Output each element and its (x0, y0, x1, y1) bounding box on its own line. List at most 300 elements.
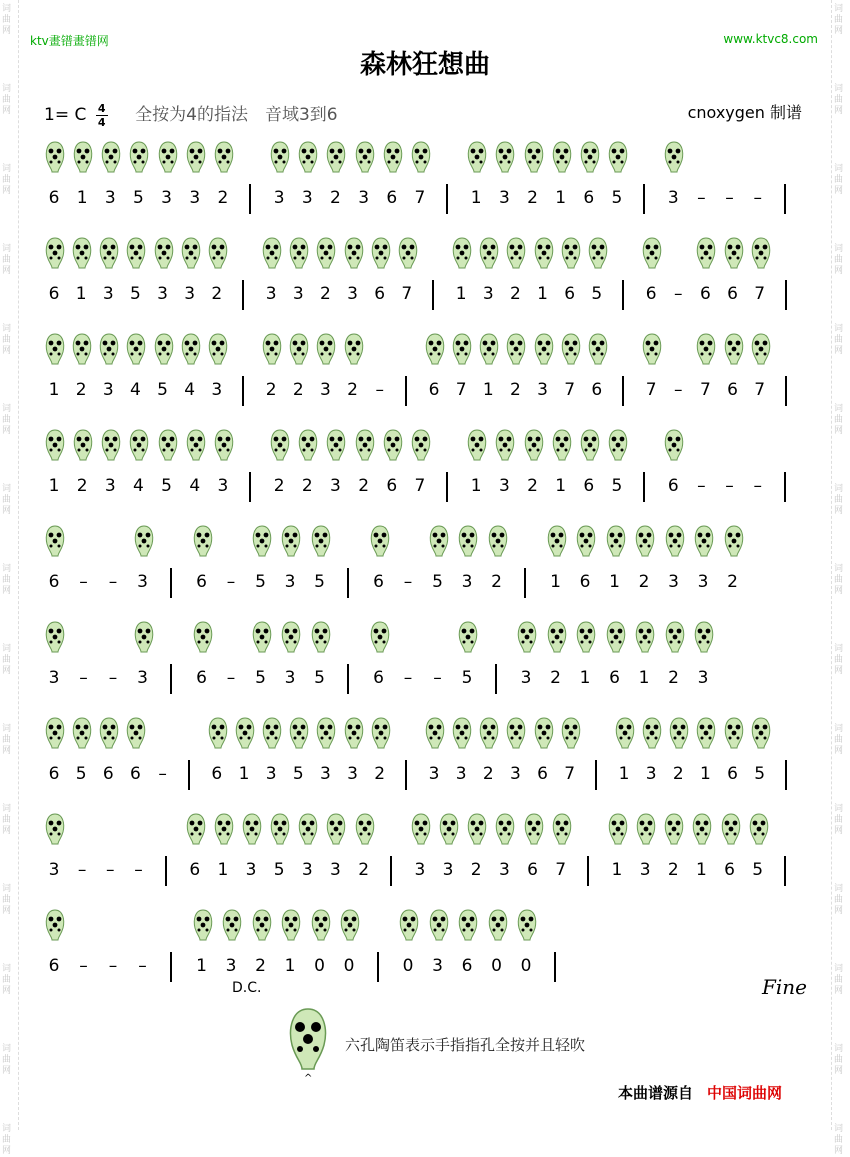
ocarina-fingering-icon (723, 524, 745, 566)
ocarina-fingering-icon (560, 236, 582, 278)
jianpu-note: – (674, 380, 683, 400)
ocarina-fingering-icon (133, 524, 155, 566)
jianpu-note: 1 (695, 860, 707, 880)
ocarina-fingering-icon (71, 716, 93, 758)
ocarina-fingering-icon (457, 908, 479, 950)
ocarina-fingering-icon (551, 812, 573, 854)
jianpu-note: 3 (292, 284, 304, 304)
jianpu-note: 2 (75, 380, 87, 400)
ocarina-fingering-icon (575, 620, 597, 662)
jianpu-note: – (108, 572, 118, 592)
ocarina-fingering-icon (325, 812, 347, 854)
ocarina-fingering-icon (494, 140, 516, 182)
ocarina-fingering-icon (748, 812, 770, 854)
jianpu-note: 3 (102, 284, 114, 304)
jianpu-note: 7 (455, 380, 467, 400)
key-signature (44, 100, 338, 128)
jianpu-note: 2 (217, 188, 229, 208)
jianpu-note: – (79, 572, 88, 592)
ocarina-fingering-icon (370, 716, 392, 758)
ocarina-fingering-icon (607, 812, 629, 854)
ocarina-fingering-icon (478, 716, 500, 758)
jianpu-note: 7 (414, 188, 426, 208)
jianpu-note: 3 (482, 284, 494, 304)
ocarina-fingering-icon (288, 236, 310, 278)
fingering-row (44, 428, 808, 472)
ocarina-fingering-icon (397, 236, 419, 278)
jianpu-note: 6 (700, 284, 711, 304)
jianpu-note: 2 (358, 860, 370, 880)
side-watermark-text: 词 曲 网 (2, 884, 12, 916)
ocarina-fingering-icon (370, 236, 392, 278)
jianpu-note: 0 (314, 956, 325, 976)
ocarina-fingering-icon (185, 812, 207, 854)
jianpu-note: – (106, 860, 115, 880)
jianpu-note: 3 (639, 860, 651, 880)
jianpu-note: 6 (428, 380, 440, 400)
jianpu-note: 3 (697, 668, 709, 688)
score-line (44, 524, 808, 608)
jianpu-note: 2 (672, 764, 684, 784)
jianpu-note: 7 (564, 380, 576, 400)
jianpu-note: 6 (527, 860, 538, 880)
ocarina-fingering-icon (663, 812, 685, 854)
jianpu-note: 6 (537, 764, 548, 784)
jianpu-note: 6 (645, 284, 657, 304)
jianpu-note: – (79, 668, 88, 688)
ocarina-fingering-icon (44, 812, 66, 854)
ocarina-fingering-icon (457, 620, 479, 662)
site-link-right[interactable]: www.ktvc8.com (723, 32, 818, 46)
ocarina-fingering-icon (125, 716, 147, 758)
ocarina-fingering-icon (523, 140, 545, 182)
fingering-row (44, 524, 808, 568)
jianpu-note: 2 (727, 572, 738, 592)
jianpu-note: 7 (754, 284, 766, 304)
jianpu-note: 2 (550, 668, 561, 688)
ocarina-fingering-icon (44, 620, 66, 662)
key-label: 1= C (44, 105, 87, 125)
jianpu-note: 3 (48, 860, 60, 880)
jianpu-note: 3 (498, 476, 510, 496)
jianpu-note: 6 (373, 668, 384, 688)
ocarina-fingering-icon (663, 140, 685, 182)
jianpu-note: 1 (611, 860, 623, 880)
jianpu-note: 1 (482, 380, 494, 400)
ocarina-fingering-icon (125, 332, 147, 374)
jianpu-note: 6 (667, 476, 679, 496)
ocarina-fingering-icon (546, 620, 568, 662)
ocarina-fingering-icon (579, 140, 601, 182)
ocarina-fingering-icon (280, 908, 302, 950)
side-watermark-text: 词 曲 网 (2, 4, 12, 36)
ocarina-fingering-icon (494, 812, 516, 854)
ocarina-fingering-icon (71, 332, 93, 374)
legend-ocarina-icon (284, 1005, 332, 1083)
jianpu-note: – (108, 668, 118, 688)
jianpu-note: 1 (238, 764, 250, 784)
fingering-hint: 全按为4的指法 音域3到6 (135, 105, 338, 125)
jianpu-note: 6 (386, 188, 398, 208)
jianpu-note: 3 (455, 764, 467, 784)
score-line (44, 908, 808, 992)
jianpu-note: – (134, 860, 143, 880)
ocarina-fingering-icon (750, 332, 772, 374)
ocarina-fingering-icon (72, 428, 94, 470)
ocarina-fingering-icon (466, 140, 488, 182)
jianpu-note: 5 (255, 668, 266, 688)
svg-text:^: ^ (304, 1073, 313, 1083)
ocarina-fingering-icon (451, 236, 473, 278)
ocarina-fingering-icon (269, 428, 291, 470)
left-watermark-strip (0, 0, 19, 1156)
jianpu-note: 3 (102, 380, 114, 400)
side-watermark-text: 词 曲 网 (834, 84, 844, 116)
ocarina-fingering-icon (523, 812, 545, 854)
meter-bottom: 4 (97, 115, 106, 129)
jianpu-note: 1 (48, 476, 60, 496)
jianpu-note: 6 (48, 764, 60, 784)
jianpu-note: 2 (470, 860, 482, 880)
ocarina-fingering-icon (369, 524, 391, 566)
jianpu-note: 5 (255, 572, 266, 592)
ocarina-fingering-icon (180, 332, 202, 374)
side-watermark-text: 词 曲 网 (2, 484, 12, 516)
jianpu-note: 7 (555, 860, 567, 880)
ocarina-fingering-icon (213, 428, 235, 470)
note-row (44, 668, 808, 698)
jianpu-note: 3 (320, 380, 331, 400)
ocarina-fingering-icon (410, 140, 432, 182)
ocarina-fingering-icon (192, 620, 214, 662)
jianpu-note: 2 (491, 572, 502, 592)
arranger-credit: cnoxygen 制谱 (687, 103, 802, 122)
jianpu-note: 2 (301, 476, 313, 496)
ocarina-fingering-icon (691, 812, 713, 854)
jianpu-note: 3 (358, 188, 370, 208)
jianpu-note: 7 (754, 380, 766, 400)
jianpu-note: 3 (347, 764, 358, 784)
ocarina-fingering-icon (297, 428, 319, 470)
jianpu-note: 6 (196, 572, 207, 592)
jianpu-note: 3 (301, 188, 313, 208)
fingering-row (44, 236, 808, 280)
note-row (44, 284, 808, 314)
jianpu-note: – (77, 860, 87, 880)
jianpu-note: 3 (189, 188, 201, 208)
source-credit (618, 1082, 782, 1103)
jianpu-note: 1 (579, 668, 591, 688)
jianpu-note: – (433, 668, 442, 688)
ocarina-fingering-icon (297, 812, 319, 854)
jianpu-note: – (403, 668, 413, 688)
jianpu-note: 3 (137, 572, 148, 592)
ocarina-fingering-icon (269, 140, 291, 182)
jianpu-note: 5 (591, 284, 603, 304)
jianpu-note: 5 (157, 380, 168, 400)
jianpu-note: 1 (48, 380, 60, 400)
ocarina-fingering-icon (693, 620, 715, 662)
ocarina-fingering-icon (343, 332, 365, 374)
ocarina-fingering-icon (478, 236, 500, 278)
ocarina-fingering-icon (668, 716, 690, 758)
jianpu-note: 6 (189, 860, 201, 880)
ocarina-fingering-icon (207, 332, 229, 374)
jianpu-note: – (375, 380, 384, 400)
note-row (44, 764, 808, 794)
ocarina-fingering-icon (269, 812, 291, 854)
ocarina-fingering-icon (614, 716, 636, 758)
ocarina-fingering-icon (641, 716, 663, 758)
jianpu-note: 5 (75, 764, 87, 784)
side-watermark-text: 词 曲 网 (834, 324, 844, 356)
jianpu-note: 1 (196, 956, 207, 976)
jianpu-note: 5 (461, 668, 473, 688)
jianpu-note: 5 (292, 764, 304, 784)
ocarina-fingering-icon (533, 236, 555, 278)
side-watermark-text: 词 曲 网 (834, 964, 844, 996)
jianpu-note: 3 (211, 380, 223, 400)
ocarina-fingering-icon (424, 332, 446, 374)
jianpu-note: 6 (102, 764, 114, 784)
ocarina-fingering-icon (71, 236, 93, 278)
jianpu-note: 3 (217, 476, 229, 496)
ocarina-fingering-icon (310, 908, 332, 950)
jianpu-note: 3 (498, 860, 510, 880)
ocarina-fingering-icon (428, 908, 450, 950)
side-watermark-text: 词 曲 网 (2, 804, 12, 836)
source-site-link[interactable]: 中国词曲网 (707, 1084, 783, 1102)
jianpu-note: 1 (470, 476, 482, 496)
score-line (44, 332, 808, 416)
ocarina-fingering-icon (157, 140, 179, 182)
fingering-row (44, 716, 808, 760)
ocarina-fingering-icon (310, 524, 332, 566)
jianpu-note: – (753, 476, 762, 496)
ocarina-fingering-icon (44, 428, 66, 470)
side-watermark-text: 词 曲 网 (2, 1044, 12, 1076)
ocarina-fingering-icon (125, 236, 147, 278)
ocarina-fingering-icon (634, 620, 656, 662)
jianpu-note: 5 (314, 668, 325, 688)
jianpu-note: 3 (48, 668, 60, 688)
dc-marker: D.C. (232, 980, 262, 996)
jianpu-note: 5 (754, 764, 766, 784)
jianpu-note: – (674, 284, 683, 304)
jianpu-note: – (158, 764, 167, 784)
ocarina-fingering-icon (695, 716, 717, 758)
jianpu-note: 6 (211, 764, 223, 784)
jianpu-note: 7 (414, 476, 426, 496)
ocarina-fingering-icon (213, 812, 235, 854)
jianpu-note: 3 (330, 476, 341, 496)
note-row (44, 188, 808, 218)
ocarina-fingering-icon (354, 140, 376, 182)
jianpu-note: 3 (442, 860, 454, 880)
ocarina-fingering-icon (44, 236, 66, 278)
ocarina-fingering-icon (369, 620, 391, 662)
jianpu-note: 6 (727, 764, 738, 784)
ocarina-fingering-icon (297, 140, 319, 182)
score-line (44, 620, 808, 704)
jianpu-note: 6 (48, 188, 60, 208)
jianpu-note: 5 (273, 860, 285, 880)
jianpu-note: 1 (455, 284, 467, 304)
jianpu-note: 5 (161, 476, 172, 496)
jianpu-note: 3 (461, 572, 473, 592)
ocarina-fingering-icon (221, 908, 243, 950)
jianpu-note: 6 (583, 476, 595, 496)
ocarina-fingering-icon (343, 716, 365, 758)
ocarina-fingering-icon (261, 716, 283, 758)
jianpu-note: 1 (537, 284, 548, 304)
jianpu-note: 2 (482, 764, 494, 784)
fingering-row (44, 908, 808, 952)
jianpu-note: 2 (330, 188, 341, 208)
ocarina-fingering-icon (695, 332, 717, 374)
side-watermark-text: 词 曲 网 (2, 84, 12, 116)
ocarina-fingering-icon (723, 716, 745, 758)
jianpu-note: – (79, 956, 88, 976)
ocarina-fingering-icon (157, 428, 179, 470)
ocarina-fingering-icon (750, 236, 772, 278)
ocarina-fingering-icon (457, 524, 479, 566)
ocarina-fingering-icon (44, 716, 66, 758)
jianpu-note: 2 (292, 380, 304, 400)
jianpu-note: 3 (137, 668, 148, 688)
jianpu-note: 6 (374, 284, 386, 304)
jianpu-note: 2 (273, 476, 285, 496)
ocarina-fingering-icon (641, 236, 663, 278)
ocarina-fingering-icon (251, 620, 273, 662)
jianpu-note: 4 (133, 476, 144, 496)
ocarina-fingering-icon (438, 812, 460, 854)
ocarina-fingering-icon (533, 716, 555, 758)
ocarina-fingering-icon (180, 236, 202, 278)
ocarina-fingering-icon (466, 812, 488, 854)
jianpu-note: 5 (611, 188, 623, 208)
side-watermark-text: 词 曲 网 (834, 1124, 844, 1156)
jianpu-note: 2 (358, 476, 370, 496)
ocarina-fingering-icon (100, 428, 122, 470)
ocarina-fingering-icon (185, 428, 207, 470)
ocarina-fingering-icon (261, 236, 283, 278)
jianpu-note: 1 (555, 476, 567, 496)
note-row (44, 476, 808, 506)
ocarina-fingering-icon (587, 332, 609, 374)
ocarina-fingering-icon (207, 716, 229, 758)
ocarina-fingering-icon (560, 716, 582, 758)
jianpu-note: 2 (211, 284, 223, 304)
note-row (44, 860, 808, 890)
score-line (44, 236, 808, 320)
jianpu-note: 2 (510, 380, 521, 400)
ocarina-fingering-icon (153, 332, 175, 374)
ocarina-fingering-icon (315, 332, 337, 374)
jianpu-note: 6 (48, 284, 60, 304)
jianpu-note: 2 (667, 860, 679, 880)
ocarina-fingering-icon (505, 716, 527, 758)
jianpu-note: 4 (184, 380, 196, 400)
jianpu-note: 0 (343, 956, 355, 976)
score-line (44, 812, 808, 896)
ocarina-fingering-icon (546, 524, 568, 566)
side-watermark-text: 词 曲 网 (2, 564, 12, 596)
jianpu-note: 3 (432, 956, 443, 976)
jianpu-note: 5 (752, 860, 764, 880)
ocarina-fingering-icon (587, 236, 609, 278)
ocarina-fingering-icon (551, 140, 573, 182)
jianpu-note: 3 (265, 764, 277, 784)
jianpu-note: 1 (550, 572, 561, 592)
ocarina-fingering-icon (664, 620, 686, 662)
ocarina-fingering-icon (207, 236, 229, 278)
meter-top: 4 (97, 101, 106, 115)
jianpu-note: 3 (697, 572, 709, 592)
ocarina-fingering-icon (641, 332, 663, 374)
ocarina-fingering-icon (723, 236, 745, 278)
ocarina-fingering-icon (398, 908, 420, 950)
jianpu-note: 6 (583, 188, 595, 208)
jianpu-note: 3 (320, 764, 331, 784)
ocarina-fingering-icon (607, 428, 629, 470)
ocarina-fingering-icon (315, 236, 337, 278)
jianpu-note: 6 (579, 572, 591, 592)
ocarina-fingering-icon (723, 332, 745, 374)
site-link-left[interactable]: ktv畫镨畫镨网 (30, 34, 109, 48)
fingering-row (44, 140, 808, 184)
ocarina-fingering-icon (234, 716, 256, 758)
jianpu-note: 2 (265, 380, 277, 400)
jianpu-note: 3 (520, 668, 532, 688)
jianpu-note: 2 (320, 284, 331, 304)
ocarina-fingering-icon (288, 716, 310, 758)
jianpu-note: – (226, 572, 236, 592)
jianpu-note: 2 (527, 188, 538, 208)
source-label: 本曲谱源自 (618, 1084, 694, 1102)
jianpu-note: 6 (386, 476, 398, 496)
fingering-row (44, 620, 808, 664)
jianpu-note: – (753, 188, 762, 208)
ocarina-fingering-icon (339, 908, 361, 950)
ocarina-fingering-icon (607, 140, 629, 182)
jianpu-note: 2 (76, 476, 88, 496)
side-watermark-text: 词 曲 网 (834, 484, 844, 516)
ocarina-fingering-icon (382, 140, 404, 182)
jianpu-note: 5 (314, 572, 325, 592)
jianpu-note: 6 (727, 284, 738, 304)
ocarina-fingering-icon (634, 524, 656, 566)
ocarina-fingering-icon (605, 620, 627, 662)
ocarina-fingering-icon (664, 524, 686, 566)
jianpu-note: 3 (184, 284, 196, 304)
jianpu-note: 2 (527, 476, 538, 496)
ocarina-fingering-icon (185, 140, 207, 182)
note-row (44, 572, 808, 602)
jianpu-note: 5 (611, 476, 623, 496)
jianpu-note: 3 (414, 860, 426, 880)
jianpu-note: – (697, 476, 706, 496)
jianpu-note: 3 (265, 284, 277, 304)
ocarina-fingering-icon (466, 428, 488, 470)
ocarina-fingering-icon (579, 428, 601, 470)
ocarina-fingering-icon (354, 812, 376, 854)
song-title: 森林狂想曲 (359, 50, 490, 80)
note-row (44, 380, 808, 410)
ocarina-fingering-icon (605, 524, 627, 566)
jianpu-note: 1 (609, 572, 620, 592)
jianpu-note: – (725, 476, 734, 496)
